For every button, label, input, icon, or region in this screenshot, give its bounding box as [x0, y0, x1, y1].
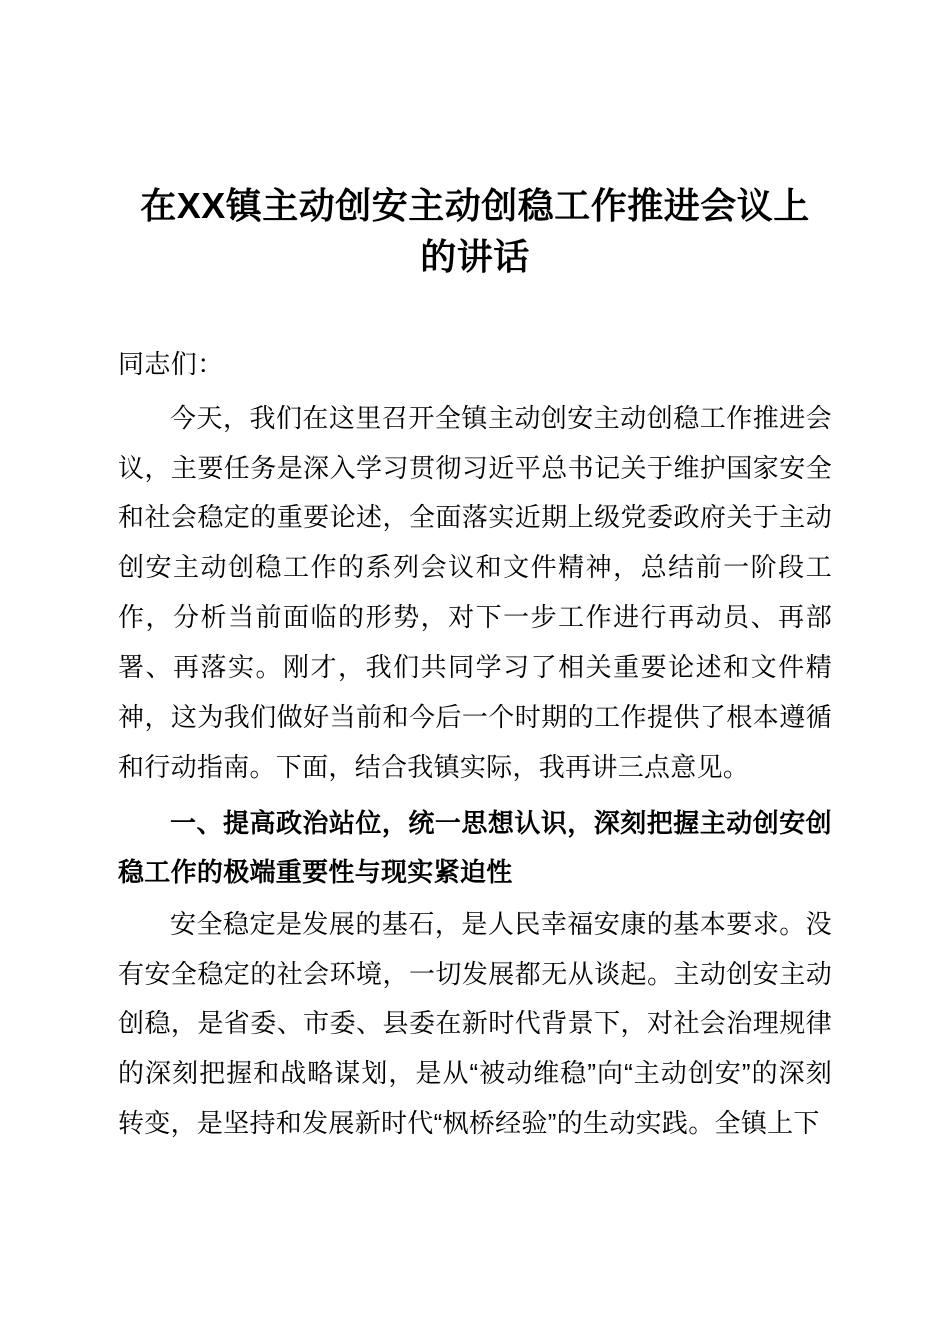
section-one-paragraph: 安全稳定是发展的基石，是人民幸福安康的基本要求。没有安全稳定的社会环境，一切发展都无从谈起。主动创安主动创稳，是省委、市委、县委在新时代背景下，对社会治理规律的深刻把握和战略谋划，是从“被动维稳”向“主动创安”的深刻转变，是坚持和发展新时代“枫桥经验”的生动实践。全镇上下 — [118, 908, 832, 1139]
section-heading-one: 一、提高政治站位，统一思想认识，深刻把握主动创安创稳工作的极端重要性与现实紧迫性 — [118, 807, 832, 888]
intro-paragraph: 今天，我们在这里召开全镇主动创安主动创稳工作推进会议，主要任务是深入学习贯彻习近平总书记关于维护国家安全和社会稳定的重要论述，全面落实近期上级党委政府关于主动创安主动创稳工作的系列会议和文件精神，总结前一阶段工作，分析当前面临的形势，对下一步工作进行再动员、再部署、再落实。刚才，我们共同学习了相关重要论述和文件精神，这为我们做好当前和今后一个时期的工作提供了根本遵循和行动指南。下面，结合我镇实际，我再讲三点意见。 — [118, 402, 832, 782]
salutation-line: 同志们： — [118, 349, 224, 380]
page-title: 在XX镇主动创安主动创稳工作推进会议上的讲话 — [140, 185, 810, 278]
